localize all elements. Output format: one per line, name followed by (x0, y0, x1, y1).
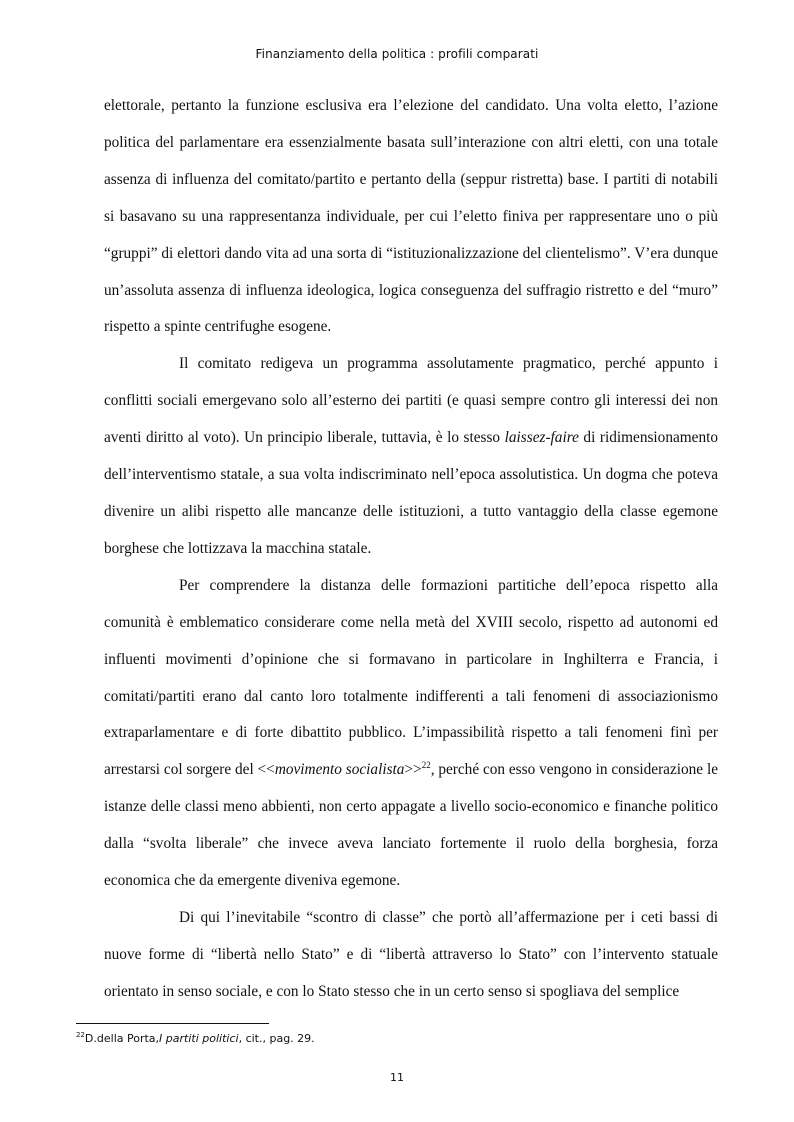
page-number: 11 (390, 1071, 404, 1084)
paragraph-2 (104, 346, 718, 567)
footnote-author: D.della Porta, (84, 1032, 160, 1045)
paragraph-1: elettorale, pertanto la funzione esclusiva era l’elezione del candidato. Una volta eletto, l’azione politica del parlamentare era essenzialmente basata sull’interazione con altri eletti, con una totale assenza di influenza del comitato/partito e pertanto della (seppur ristretta) base. I partiti di notabili si basavano su una rappresentanza individuale, per cui l’eletto finiva per rappresentare uno o più “gruppi” di elettori dando vita ad una sorta di “istituzionalizzazione del clientelismo”. V’era dunque un’assoluta assenza di influenza ideologica, logica conseguenza del suffragio ristretto e del “muro” rispetto a spinte centrifughe esogene. (104, 97, 718, 336)
body-text (104, 88, 718, 1011)
paragraph-3 (104, 568, 718, 900)
paragraph-2-text-a: Il comitato redigeva un programma assolutamente pragmatico, perché appunto i conflitti sociali emergevano solo all’esterno dei partiti (e quasi sempre contro gli interessi dei non aventi diritto al voto). Un principio liberale, tuttavia, è lo stesso (104, 355, 718, 447)
paragraph-4: Di qui l’inevitabile “scontro di classe” che portò all’affermazione per i ceti bassi di nuove forme di “libertà nello Stato” e di “libertà attraverso lo Stato” con l’intervento statuale orientato in senso sociale, e con lo Stato stesso che in un certo senso si spogliava del semplice (104, 908, 718, 1000)
paragraph-3-text-b: , perché con esso vengono in considerazione le istanze delle classi meno abbienti, non certo appagate a livello socio-economico e finanche politico dalla “svolta liberale” che invece aveva lanciato fortemente il ruolo della borghesia, forza economica che da emergente diveniva egemone. (104, 761, 718, 890)
paragraph-2-text-b: di ridimensionamento dell’interventismo statale, a sua volta indiscriminato nell’epoca assolutistica. Un dogma che poteva divenire un alibi rispetto alle mancanze delle istituzioni, a tutto vantaggio della classe egemone borghese che lottizzava la macchina statale. (104, 429, 719, 557)
paragraph-3-quote-close: >> (404, 761, 422, 779)
footnote (76, 1031, 716, 1047)
footnote-reference[interactable]: 22 (421, 760, 431, 771)
footnote-divider (76, 1023, 269, 1024)
footnote-number: 22 (76, 1031, 85, 1039)
running-header: Finanziamento della politica : profili comparati (255, 47, 539, 61)
laissez-faire-term: laissez-faire (504, 429, 579, 447)
footnote-citation: , cit., pag. 29. (238, 1032, 315, 1045)
footnote-title: I partiti politici (159, 1032, 239, 1045)
movimento-socialista-term: movimento socialista (274, 761, 405, 779)
paragraph-3-text-a: Per comprendere la distanza delle formazioni partitiche dell’epoca rispetto alla comunità è emblematico considerare come nella metà del XVIII secolo, rispetto ad autonomi ed influenti movimenti d’opinione che si formavano in particolare in Inghilterra e Francia, i comitati/partiti erano dal canto loro totalmente indifferenti a tali fenomeni di associazionismo extraparlamentare e di forte dibattito pubblico. L’impassibilità rispetto a tali fenomeni finì per arrestarsi col sorgere del << (104, 576, 718, 779)
